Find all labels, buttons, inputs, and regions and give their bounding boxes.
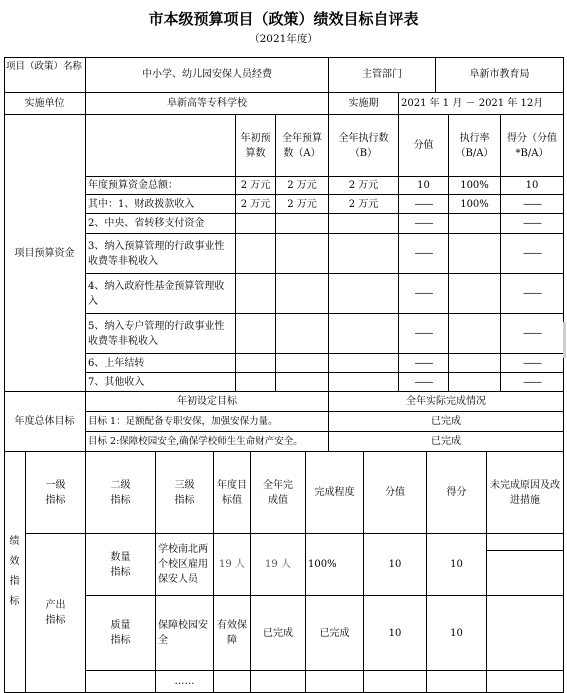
perf-col-actual bbox=[251, 452, 306, 534]
perf-ellipsis: …… bbox=[156, 671, 214, 693]
funds-row-initial: 2 万元 bbox=[236, 177, 276, 195]
funds-row-value: —— bbox=[399, 373, 449, 392]
funds-header-blank bbox=[86, 115, 236, 177]
perf-degree: 已完成 bbox=[306, 596, 364, 671]
perf-col-level3 bbox=[156, 452, 214, 534]
perf-col-level2 bbox=[86, 452, 156, 534]
goals-col-set: 年初设定目标 bbox=[86, 392, 329, 412]
funds-row-value: —— bbox=[399, 354, 449, 373]
funds-col-score-value: 分值 bbox=[399, 115, 449, 177]
perf-reason bbox=[487, 596, 564, 671]
perf-ellipsis-reason bbox=[487, 671, 564, 693]
perf-degree: 100% bbox=[306, 534, 364, 596]
dept-value: 阜新市教育局 bbox=[436, 57, 564, 93]
perf-actual: 已完成 bbox=[251, 596, 306, 671]
funds-row-initial bbox=[236, 354, 276, 373]
funds-row-rate bbox=[449, 274, 501, 314]
funds-row-exec bbox=[329, 373, 399, 392]
perf-section-label: 绩效指标 bbox=[4, 452, 26, 693]
funds-row-score: —— bbox=[501, 234, 564, 274]
funds-row-rate bbox=[449, 234, 501, 274]
goal-target-1: 目标 1：足额配备专职安保，加强安保力量。 bbox=[86, 412, 329, 432]
funds-row-exec: 2 万元 bbox=[329, 195, 399, 214]
funds-row-annual: 2 万元 bbox=[276, 177, 329, 195]
perf-level3: 学校南北两个校区雇用保安人员 bbox=[156, 534, 214, 596]
perf-col-value: 分值 bbox=[364, 452, 427, 534]
funds-row-exec: 2 万元 bbox=[329, 177, 399, 195]
funds-row-annual bbox=[276, 274, 329, 314]
funds-row-rate bbox=[449, 214, 501, 234]
funds-row-rate: 100% bbox=[449, 177, 501, 195]
goals-col-actual: 全年实际完成情况 bbox=[329, 392, 564, 412]
funds-row-initial bbox=[236, 234, 276, 274]
goal-result-1: 已完成 bbox=[329, 412, 564, 432]
funds-row-initial bbox=[236, 274, 276, 314]
perf-level2-text: 质量指标 bbox=[110, 620, 131, 646]
funds-col-annual: 全年预算数（A） bbox=[276, 115, 329, 177]
funds-row-initial bbox=[236, 373, 276, 392]
funds-row-label: 5、纳入专户管理的行政事业性收费等非税收入 bbox=[86, 314, 236, 354]
period-value: 2021 年 1 月 － 2021 年 12月 bbox=[399, 93, 564, 115]
funds-row-score: —— bbox=[501, 274, 564, 314]
funds-row-label: 3、纳入预算管理的行政事业性收费等非税收入 bbox=[86, 234, 236, 274]
perf-col-level2-text: 二级指标 bbox=[110, 479, 131, 506]
dept-label: 主管部门 bbox=[329, 57, 436, 93]
perf-level2 bbox=[86, 534, 156, 596]
project-name-label: 项目（政策）名称 bbox=[4, 57, 86, 93]
funds-row-score: —— bbox=[501, 354, 564, 373]
funds-row-label: 年度预算资金总额： bbox=[86, 177, 236, 195]
page-subtitle-year: （2021年度） bbox=[249, 33, 318, 45]
scrollbar-thumb[interactable] bbox=[563, 322, 566, 358]
unit-value: 阜新高等专科学校 bbox=[86, 93, 329, 115]
funds-row-annual bbox=[276, 373, 329, 392]
period-label: 实施期 bbox=[329, 93, 399, 115]
perf-level2-text: 数量指标 bbox=[110, 551, 131, 578]
funds-row-value: —— bbox=[399, 195, 449, 214]
funds-col-score: 得分（分值*B/A） bbox=[501, 115, 564, 177]
funds-row-label: 其中：1、财政拨款收入 bbox=[86, 195, 236, 214]
funds-row-label: 4、纳入政府性基金预算管理收入 bbox=[86, 274, 236, 314]
funds-col-rate: 执行率（B/A） bbox=[449, 115, 501, 177]
perf-level3: 保障校园安全 bbox=[156, 596, 214, 671]
perf-value: 10 bbox=[364, 534, 427, 596]
funds-row-rate bbox=[449, 314, 501, 354]
funds-row-value: 10 bbox=[399, 177, 449, 195]
funds-row-initial: 2 万元 bbox=[236, 195, 276, 214]
perf-reason-extra bbox=[487, 551, 564, 596]
funds-row-exec bbox=[329, 274, 399, 314]
funds-row-initial bbox=[236, 314, 276, 354]
funds-row-label: 6、上年结转 bbox=[86, 354, 236, 373]
perf-level1-output bbox=[26, 534, 86, 693]
funds-row-exec bbox=[329, 354, 399, 373]
perf-ellipsis-value bbox=[364, 671, 427, 693]
funds-row-annual bbox=[276, 234, 329, 274]
perf-target: 有效保障 bbox=[214, 596, 251, 671]
funds-row-exec bbox=[329, 314, 399, 354]
perf-level1-text: 产出指标 bbox=[45, 600, 66, 626]
goals-section-label: 年度总体目标 bbox=[4, 392, 86, 452]
funds-row-annual bbox=[276, 214, 329, 234]
perf-col-score: 得分 bbox=[427, 452, 487, 534]
funds-row-score: —— bbox=[501, 373, 564, 392]
perf-reason bbox=[487, 534, 564, 551]
perf-ellipsis-l2 bbox=[86, 671, 156, 693]
funds-row-exec bbox=[329, 234, 399, 274]
funds-row-score: —— bbox=[501, 314, 564, 354]
perf-ellipsis-actual bbox=[251, 671, 306, 693]
funds-row-annual bbox=[276, 354, 329, 373]
perf-actual: 19 人 bbox=[251, 534, 306, 596]
perf-col-level3-text: 三级指标 bbox=[174, 479, 195, 506]
funds-row-value: —— bbox=[399, 274, 449, 314]
perf-ellipsis-degree bbox=[306, 671, 364, 693]
unit-label: 实施单位 bbox=[4, 93, 86, 115]
funds-row-label: 2、中央、省转移支付资金 bbox=[86, 214, 236, 234]
funds-row-score: —— bbox=[501, 214, 564, 234]
funds-col-exec: 全年执行数（B） bbox=[329, 115, 399, 177]
goal-result-2: 已完成 bbox=[329, 432, 564, 452]
funds-row-rate bbox=[449, 354, 501, 373]
funds-row-value: —— bbox=[399, 314, 449, 354]
perf-col-level1 bbox=[26, 452, 86, 534]
funds-row-rate bbox=[449, 373, 501, 392]
goal-target-2: 目标 2:保障校园安全,确保学校师生生命财产安全。 bbox=[86, 432, 329, 452]
perf-col-actual-text: 全年完成值 bbox=[263, 479, 293, 506]
perf-col-level1-text: 一级指标 bbox=[45, 479, 66, 506]
funds-row-score: —— bbox=[501, 195, 564, 214]
perf-value: 10 bbox=[364, 596, 427, 671]
funds-row-score: 10 bbox=[501, 177, 564, 195]
perf-col-degree: 完成程度 bbox=[306, 452, 364, 534]
page-title: 市本级预算项目（政策）绩效目标自评表 bbox=[148, 10, 419, 28]
perf-score: 10 bbox=[427, 596, 487, 671]
perf-ellipsis-target bbox=[214, 671, 251, 693]
perf-target: 19 人 bbox=[214, 534, 251, 596]
funds-row-rate: 100% bbox=[449, 195, 501, 214]
perf-ellipsis-score bbox=[427, 671, 487, 693]
funds-row-value: —— bbox=[399, 214, 449, 234]
funds-row-exec bbox=[329, 214, 399, 234]
perf-score: 10 bbox=[427, 534, 487, 596]
funds-row-label: 7、其他收入 bbox=[86, 373, 236, 392]
funds-row-annual: 2 万元 bbox=[276, 195, 329, 214]
perf-level2 bbox=[86, 596, 156, 671]
project-name-value: 中小学、幼儿园安保人员经费 bbox=[86, 57, 329, 93]
perf-col-target: 年度目标值 bbox=[214, 452, 251, 534]
funds-row-value: —— bbox=[399, 234, 449, 274]
perf-col-reason: 未完成原因及改进措施 bbox=[487, 452, 564, 534]
funds-section-label: 项目预算资金 bbox=[4, 115, 86, 392]
funds-col-initial: 年初预算数 bbox=[236, 115, 276, 177]
funds-row-annual bbox=[276, 314, 329, 354]
funds-row-initial bbox=[236, 214, 276, 234]
